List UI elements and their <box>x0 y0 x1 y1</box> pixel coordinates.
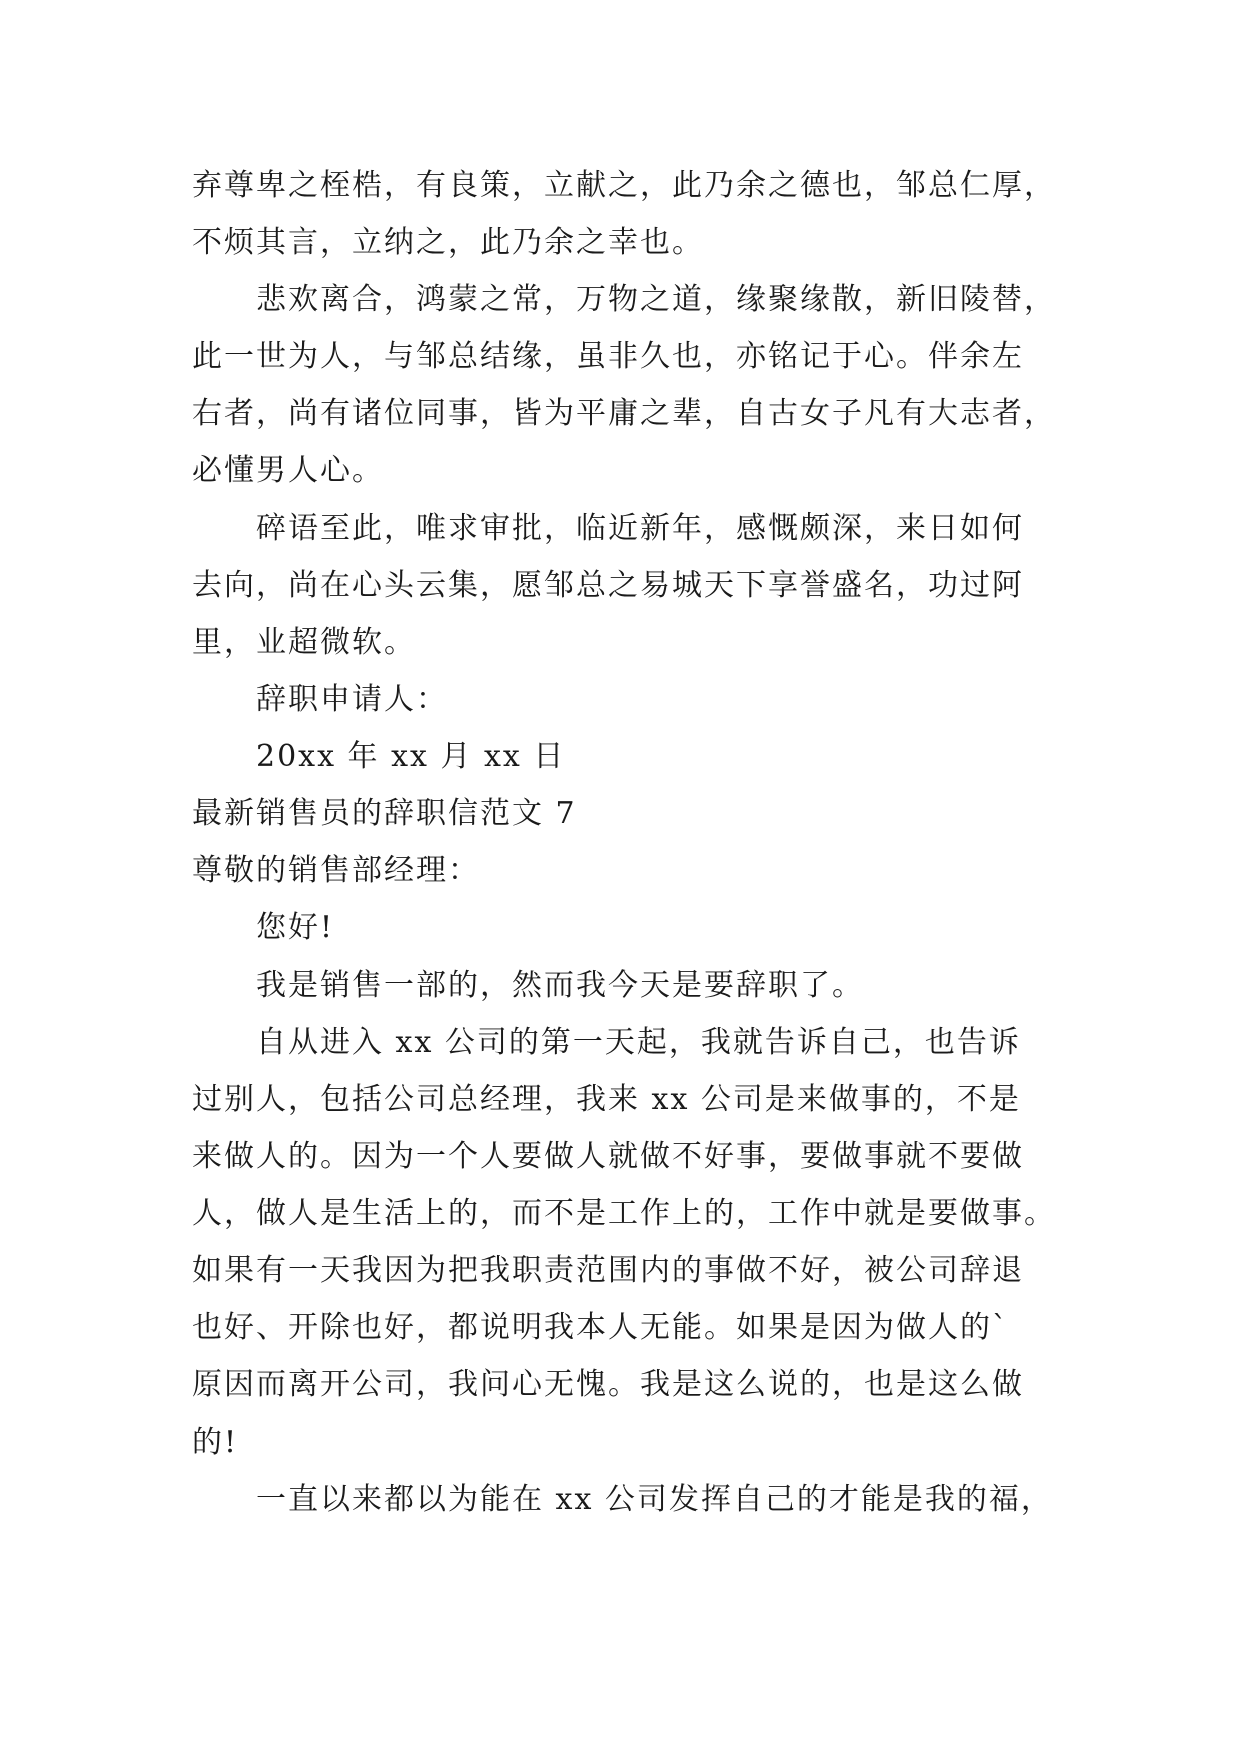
body-text-line: 的! <box>192 1425 239 1460</box>
salutation: 尊敬的销售部经理： <box>192 853 480 888</box>
body-text-line: 弃尊卑之桎梏，有良策，立献之，此乃余之德也，邹总仁厚， <box>192 168 1056 203</box>
signature-label: 辞职申请人： <box>256 682 448 717</box>
body-text-line: 人，做人是生活上的，而不是工作上的，工作中就是要做事。 <box>192 1196 1056 1231</box>
body-text-line: 里，业超微软。 <box>192 625 416 660</box>
body-text-line: 原因而离开公司，我问心无愧。我是这么说的，也是这么做 <box>192 1367 1024 1402</box>
paragraph-first-line: 自从进入 xx 公司的第一天起，我就告诉自己，也告诉 <box>256 1025 1021 1060</box>
paragraph-first-line: 我是销售一部的，然而我今天是要辞职了。 <box>256 968 864 1003</box>
body-text-line: 来做人的。因为一个人要做人就做不好事，要做事就不要做 <box>192 1139 1024 1174</box>
section-title: 最新销售员的辞职信范文 7 <box>192 796 577 831</box>
body-text-line: 此一世为人，与邹总结缘，虽非久也，亦铭记于心。伴余左 <box>192 339 1024 374</box>
body-text-line: 必懂男人心。 <box>192 453 384 488</box>
body-text-line: 右者，尚有诸位同事，皆为平庸之辈，自古女子凡有大志者， <box>192 396 1056 431</box>
paragraph-first-line: 悲欢离合，鸿蒙之常，万物之道，缘聚缘散，新旧陵替， <box>256 282 1056 317</box>
body-text-line: 如果有一天我因为把我职责范围内的事做不好，被公司辞退 <box>192 1253 1024 1288</box>
paragraph-first-line: 一直以来都以为能在 xx 公司发挥自己的才能是我的福， <box>256 1482 1053 1517</box>
body-text-line: 也好、开除也好，都说明我本人无能。如果是因为做人的` <box>192 1310 1009 1345</box>
body-text-line: 过别人，包括公司总经理，我来 xx 公司是来做事的，不是 <box>192 1082 1021 1117</box>
body-text-line: 去向，尚在心头云集，愿邹总之易城天下享誉盛名，功过阿 <box>192 568 1024 603</box>
paragraph-first-line: 碎语至此，唯求审批，临近新年，感慨颇深，来日如何 <box>256 511 1024 546</box>
greeting: 您好! <box>256 910 335 945</box>
body-text-line: 不烦其言，立纳之，此乃余之幸也。 <box>192 225 704 260</box>
signature-date: 20xx 年 xx 月 xx 日 <box>256 739 566 774</box>
